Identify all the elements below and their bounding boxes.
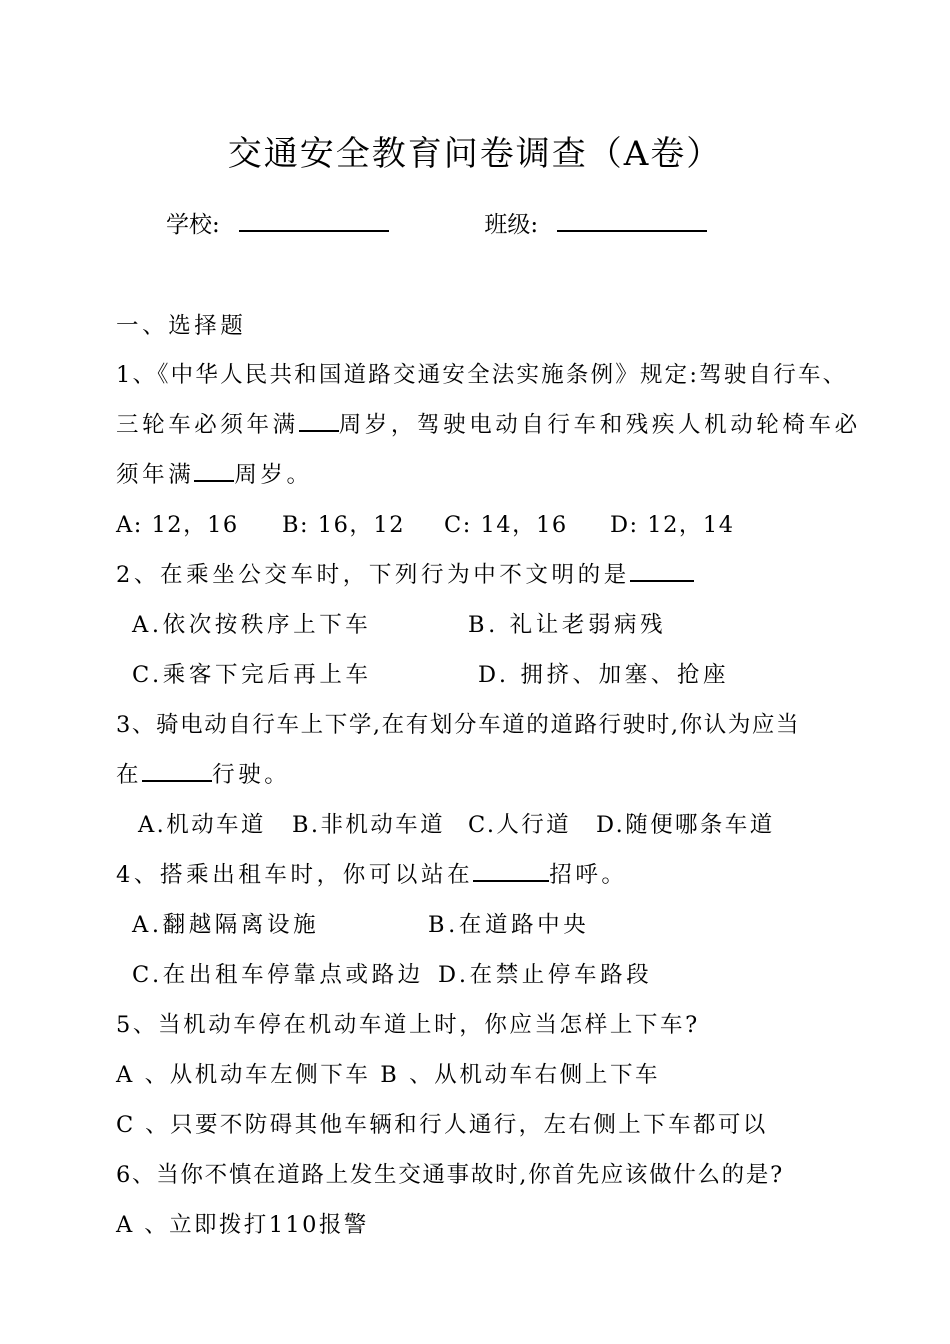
document-title: 交通安全教育问卷调查（A卷） [227, 134, 723, 174]
q3-line2 [116, 757, 290, 789]
q1-line3 [116, 457, 313, 489]
q4-text-part1: 4、搭乘出租车时，你可以站在 [116, 862, 474, 888]
q4-text-part2: 招呼。 [549, 862, 628, 888]
q6-option-a[interactable]: A 、立即拨打110报警 [116, 1212, 369, 1238]
q2-blank[interactable] [630, 560, 694, 582]
q1-line2-part2: 周岁，驾驶电动自行车和残疾人机动轮椅车必 [338, 412, 861, 438]
q4-options-row1 [132, 907, 589, 939]
q4-option-a[interactable]: A.翻越隔离设施 [132, 912, 320, 938]
header-fields [166, 206, 707, 239]
school-label: 学校: [166, 212, 220, 238]
q2-option-a[interactable]: A.依次按秩序上下车 [132, 612, 372, 638]
q4-options-row2 [132, 957, 652, 989]
q1-line3-part2: 周岁。 [234, 462, 313, 488]
q2-options-row2 [132, 657, 729, 689]
q4-option-b[interactable]: B.在道路中央 [428, 912, 590, 938]
q2-option-c[interactable]: C.乘客下完后再上车 [132, 662, 372, 688]
q2-option-d[interactable]: D. 拥挤、加塞、抢座 [478, 662, 730, 688]
q5-options-ab[interactable]: A 、从机动车左侧下车 B 、从机动车右侧上下车 [116, 1062, 661, 1088]
q2-question [116, 557, 694, 589]
q3-option-d[interactable]: D.随便哪条车道 [596, 812, 775, 838]
q4-option-d[interactable]: D.在禁止停车路段 [438, 962, 653, 988]
q1-line2-part1: 三轮车必须年满 [116, 412, 299, 438]
q1-option-b[interactable]: B: 16，12 [282, 512, 406, 538]
q6-question: 6、当你不慎在道路上发生交通事故时,你首先应该做什么的是? [116, 1162, 784, 1188]
q4-blank[interactable] [473, 860, 549, 882]
q3-blank[interactable] [142, 760, 212, 782]
q5-option-c[interactable]: C 、只要不防碍其他车辆和行人通行，左右侧上下车都可以 [116, 1112, 768, 1138]
q2-text: 2、在乘坐公交车时，下列行为中不文明的是 [116, 562, 630, 588]
q2-options-row1 [132, 607, 666, 639]
class-label: 班级: [484, 212, 539, 238]
q3-option-c[interactable]: C.人行道 [468, 812, 572, 838]
q1-line1: 1、《中华人民共和国道路交通安全法实施条例》规定:驾驶自行车、 [116, 362, 848, 388]
q1-blank2[interactable] [194, 460, 234, 482]
q3-line2-part1: 在 [116, 762, 143, 788]
q3-option-a[interactable]: A.机动车道 [138, 812, 266, 838]
q1-line3-part1: 须年满 [116, 462, 195, 488]
class-blank[interactable] [557, 208, 707, 232]
q1-blank1[interactable] [299, 410, 339, 432]
q4-question [116, 857, 628, 889]
q1-option-c[interactable]: C: 14，16 [444, 512, 568, 538]
q5-question: 5、当机动车停在机动车道上时，你应当怎样上下车? [116, 1012, 700, 1038]
q1-option-d[interactable]: D: 12，14 [610, 512, 735, 538]
q3-line2-part2: 行驶。 [212, 762, 291, 788]
q1-option-a[interactable]: A: 12，16 [116, 512, 239, 538]
q1-line2 [116, 407, 861, 439]
q1-options [116, 507, 735, 539]
q2-option-b[interactable]: B. 礼让老弱病残 [468, 612, 667, 638]
q3-line1: 3、骑电动自行车上下学,在有划分车道的道路行驶时,你认为应当 [116, 712, 801, 738]
section-heading: 一、选择题 [116, 313, 247, 339]
school-blank[interactable] [239, 208, 389, 232]
q3-options [138, 807, 775, 839]
q4-option-c[interactable]: C.在出租车停靠点或路边 [132, 962, 424, 988]
q3-option-b[interactable]: B.非机动车道 [292, 812, 445, 838]
